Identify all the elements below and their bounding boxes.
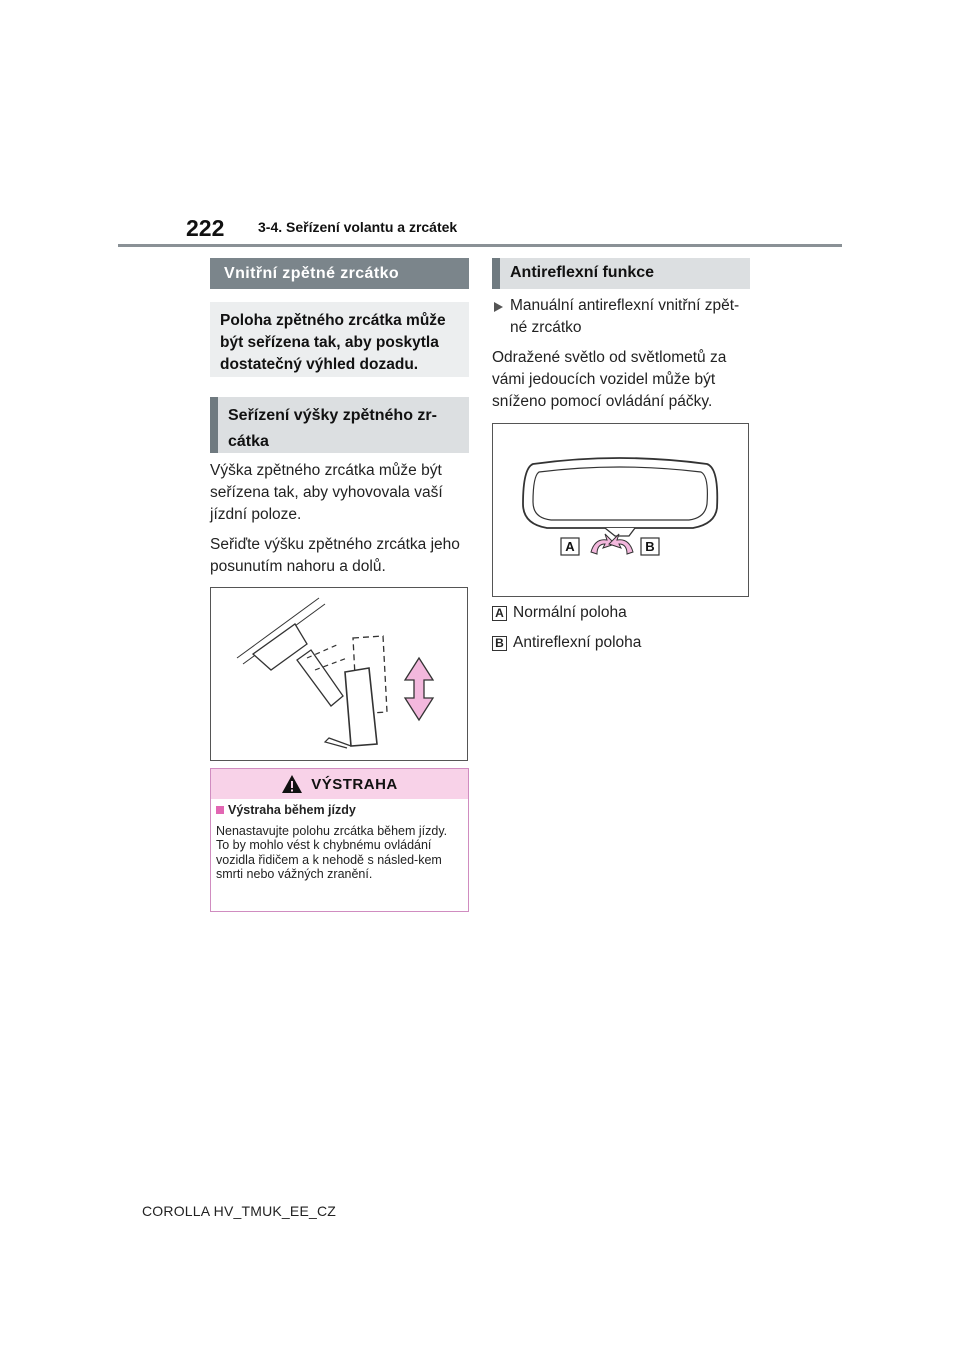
- warning-title: VÝSTRAHA: [311, 775, 398, 793]
- paragraph-2: Seřiďte výšku zpětného zrcátka jeho posunutím nahoru a dolů.: [210, 536, 460, 575]
- up-down-arrow-icon: [405, 658, 433, 720]
- lever-arrows-icon: [591, 534, 633, 554]
- warning-triangle-icon: [281, 774, 303, 794]
- figure-label-a: A: [565, 539, 575, 554]
- height-adjust-text: [210, 460, 472, 586]
- bullet-text: Manuální antireflexní vnitřní zpět-né zrcátko: [510, 297, 740, 336]
- warning-box: [210, 768, 469, 912]
- paragraph-1: Výška zpětného zrcátka může být seřízena tak, aby vyhovovala vaší jízdní poloze.: [210, 462, 443, 523]
- square-bullet-icon: [216, 806, 224, 814]
- header-rule: [118, 244, 842, 247]
- legend: [492, 604, 752, 652]
- warning-text: Nenastavujte polohu zrcátka během jízdy. To by mohlo vést k chybnému ovládání vozidla řidičem a k nehodě s násled-kem smrti nebo vážných zranění.: [216, 823, 448, 881]
- subsection-title-height-adjust: Seřízení výšky zpětného zr-cátka: [210, 397, 469, 453]
- section-title-inner-mirror: Vnitřní zpětné zrcátko: [210, 258, 469, 289]
- mirror-height-illustration: [211, 588, 467, 760]
- footer-model-code: COROLLA HV_TMUK_EE_CZ: [142, 1203, 337, 1219]
- antireflex-figure: [492, 423, 749, 597]
- antireflex-mirror-illustration: [493, 424, 748, 596]
- legend-row-b: [492, 634, 752, 652]
- warning-subtitle: Výstraha během jízdy: [228, 803, 356, 817]
- page-number: 222: [186, 215, 225, 241]
- figure-label-b: B: [645, 539, 655, 554]
- antireflex-text: [492, 295, 754, 421]
- warning-subtitle-row: [216, 803, 463, 818]
- legend-key-a: A: [492, 606, 507, 621]
- warning-header: [211, 769, 468, 799]
- chapter-title: 3-4. Seřízení volantu a zrcátek: [258, 219, 458, 235]
- legend-text-b: Antireflexní poloha: [513, 634, 642, 651]
- legend-text-a: Normální poloha: [513, 604, 627, 621]
- legend-row-a: [492, 604, 752, 622]
- section-title-antireflex: Antireflexní funkce: [492, 258, 750, 289]
- triangle-bullet-icon: [492, 301, 504, 313]
- antireflex-paragraph: Odražené světlo od světlometů za vámi jedoucích vozidel může být sníženo pomocí ovládání páčky.: [492, 349, 727, 410]
- legend-key-b: B: [492, 636, 507, 651]
- section-summary: Poloha zpětného zrcátka může být seřízena tak, aby poskytla dostatečný výhled dozadu.: [210, 302, 469, 377]
- mirror-height-figure: [210, 587, 468, 761]
- bullet-item: [492, 295, 754, 339]
